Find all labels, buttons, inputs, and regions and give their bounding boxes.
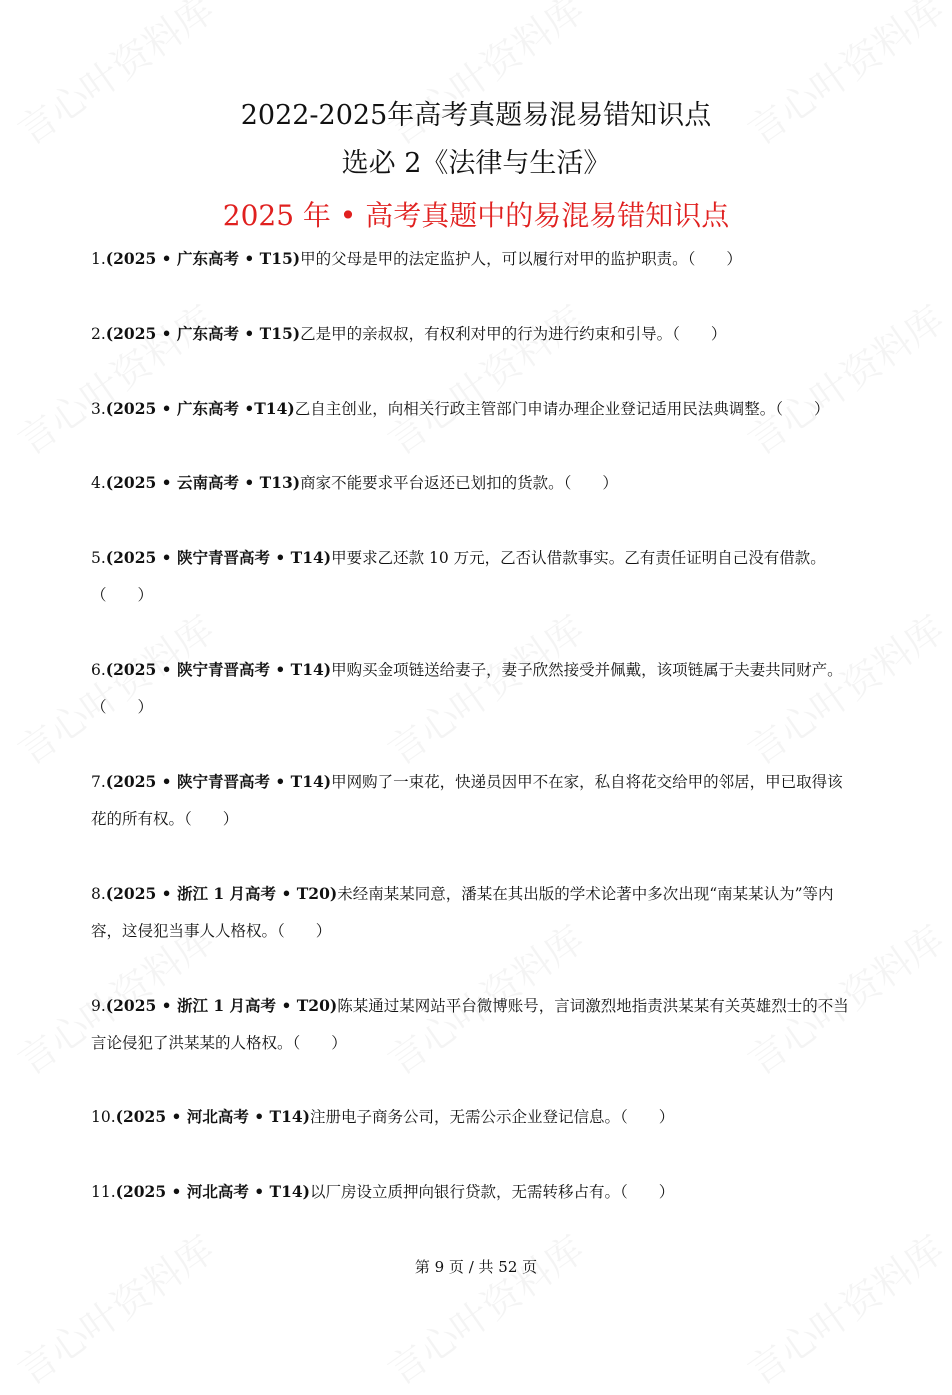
question-item: [91, 315, 851, 353]
question-text: 注册电子商务公司，无需公示企业登记信息。（ ）: [309, 1108, 675, 1126]
question-number: 8.: [91, 885, 106, 903]
question-source: (2025 • 浙江 1 月高考 • T20): [105, 884, 338, 903]
question-number: 7.: [91, 773, 106, 791]
question-item: [91, 651, 851, 726]
question-source: (2025 • 陕宁青晋高考 • T14): [105, 772, 332, 791]
question-item: [91, 1173, 851, 1211]
question-number: 4.: [91, 474, 106, 492]
question-item: [91, 539, 851, 614]
question-text: 未经南某某同意，潘某在其出版的学术论著中多次出现“南某某认为”等内容，这侵犯当事人人格权。（ ）: [91, 885, 834, 940]
watermark: [735, 1220, 952, 1395]
question-source: (2025 • 浙江 1 月高考 • T20): [105, 996, 338, 1015]
question-text: 甲网购了一束花，快递员因甲不在家，私自将花交给甲的邻居，甲已取得该花的所有权。（ ）: [91, 773, 843, 828]
question-number: 10.: [91, 1108, 116, 1126]
question-item: [91, 875, 851, 950]
question-source: (2025 • 广东高考 •T14): [105, 399, 295, 418]
question-source: (2025 • 陕宁青晋高考 • T14): [105, 548, 332, 567]
question-text: 乙是甲的亲叔叔，有权利对甲的行为进行约束和引导。（ ）: [300, 325, 727, 343]
question-number: 11.: [91, 1183, 116, 1201]
question-source: (2025 • 河北高考 • T14): [115, 1107, 310, 1126]
question-number: 6.: [91, 661, 106, 679]
question-item: [91, 1098, 851, 1136]
question-source: (2025 • 陕宁青晋高考 • T14): [105, 660, 332, 679]
document-subtitle: 选必 2《法律与生活》: [341, 148, 611, 179]
question-text: 甲要求乙还款 10 万元，乙否认借款事实。乙有责任证明自己没有借款。（ ）: [91, 549, 826, 604]
question-source: (2025 • 河北高考 • T14): [115, 1182, 310, 1201]
question-text: 甲的父母是甲的法定监护人，可以履行对甲的监护职责。（ ）: [300, 250, 742, 268]
question-item: [91, 390, 851, 428]
question-source: (2025 • 广东高考 • T15): [105, 324, 301, 343]
watermark: [375, 1220, 593, 1395]
question-number: 9.: [91, 997, 106, 1015]
question-number: 2.: [91, 325, 106, 343]
page-number: 第 9 页 / 共 52 页: [414, 1258, 538, 1276]
document-title: 2022-2025年高考真题易混易错知识点: [240, 100, 712, 131]
question-item: [91, 240, 851, 278]
question-text: 商家不能要求平台返还已划扣的货款。（ ）: [300, 474, 618, 492]
question-item: [91, 464, 851, 502]
question-source: (2025 • 广东高考 • T15): [105, 249, 301, 268]
question-number: 3.: [91, 400, 106, 418]
question-text: 乙自主创业，向相关行政主管部门申请办理企业登记适用民法典调整。（ ）: [294, 400, 830, 418]
question-number: 5.: [91, 549, 106, 567]
watermark: [5, 1220, 223, 1395]
question-number: 1.: [91, 250, 106, 268]
question-item: [91, 763, 851, 838]
question-text: 甲购买金项链送给妻子，妻子欣然接受并佩戴，该项链属于夫妻共同财产。（ ）: [91, 661, 843, 716]
question-text: 陈某通过某网站平台微博账号，言词激烈地指责洪某某有关英雄烈士的不当言论侵犯了洪某某的人格权。（ ）: [91, 997, 849, 1052]
question-item: [91, 987, 851, 1062]
question-text: 以厂房设立质押向银行贷款，无需转移占有。（ ）: [309, 1183, 675, 1201]
section-heading: 2025 年 • 高考真题中的易混易错知识点: [222, 199, 730, 232]
question-source: (2025 • 云南高考 • T13): [105, 473, 301, 492]
